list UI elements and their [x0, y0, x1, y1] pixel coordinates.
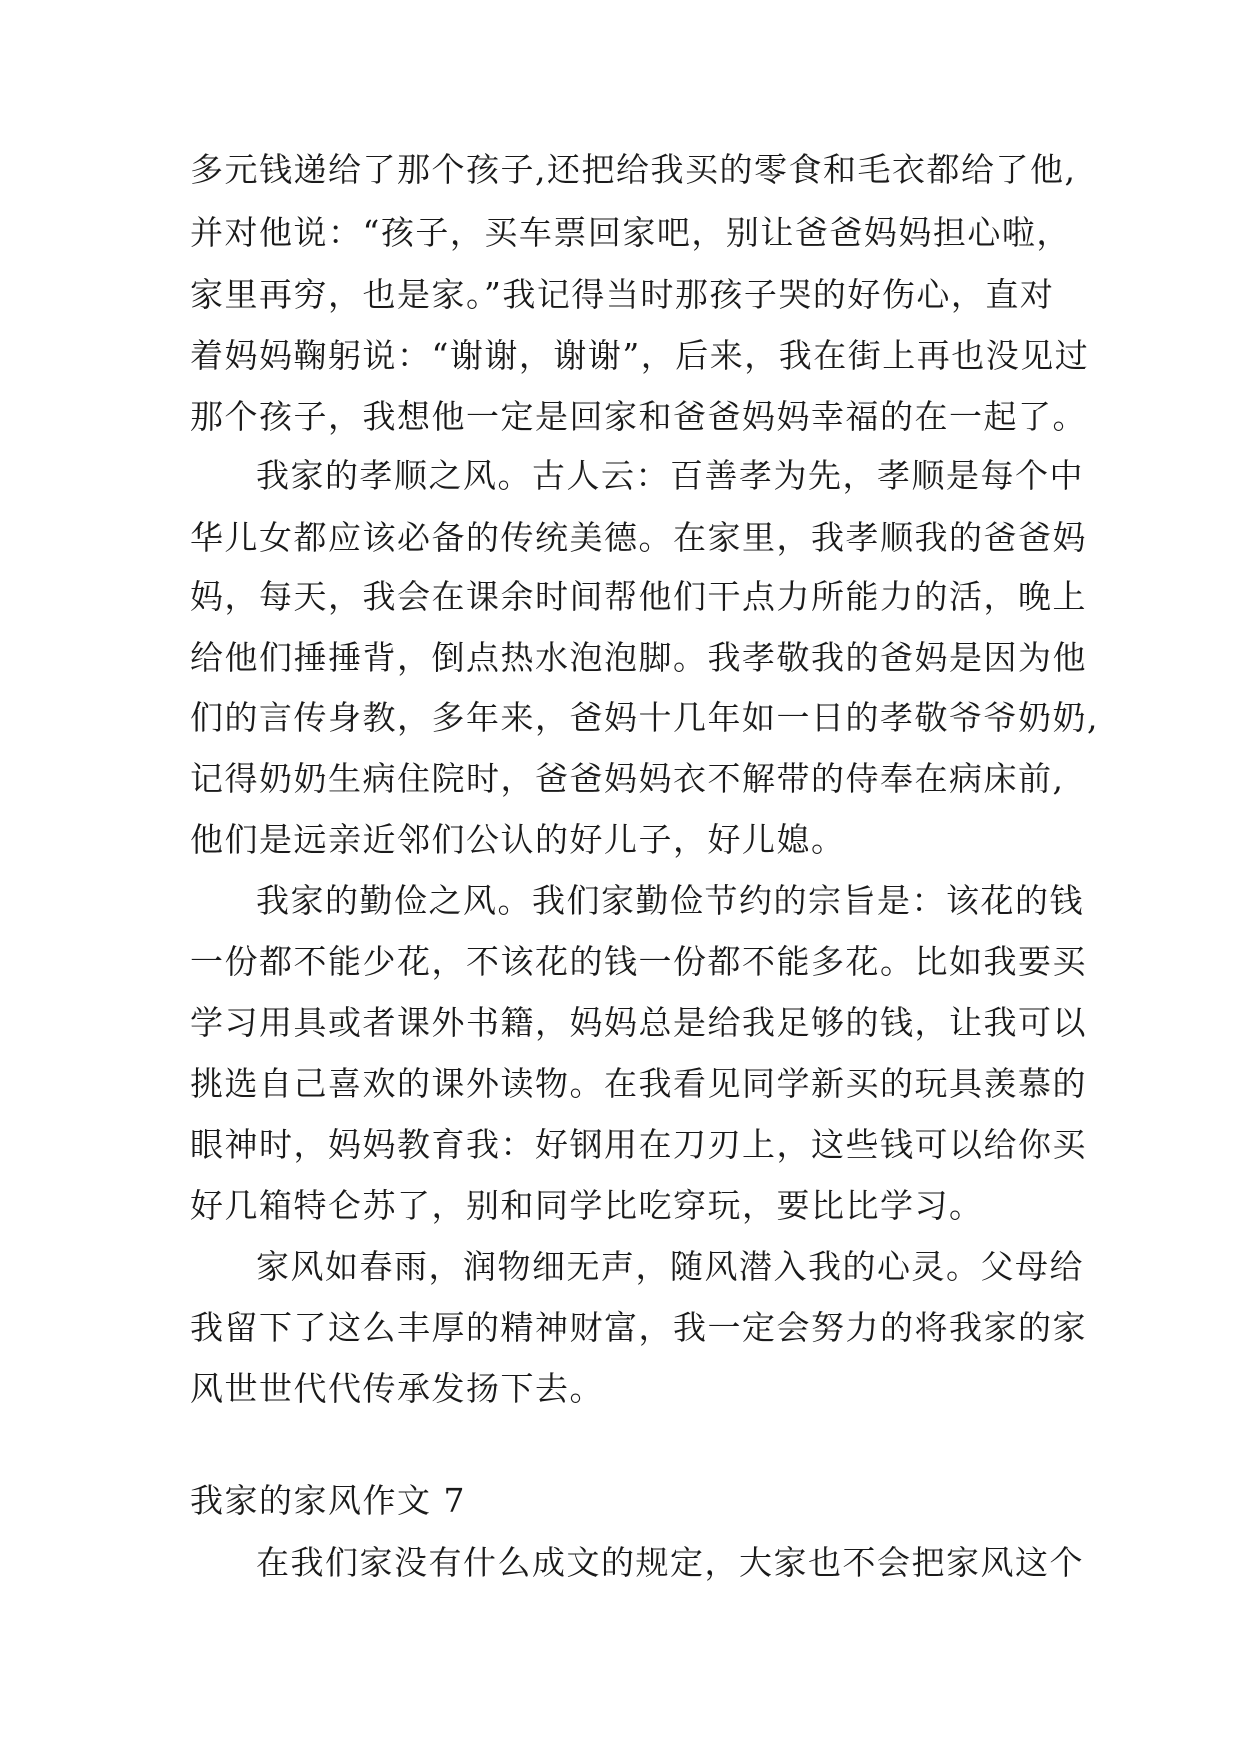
text-line: 风世世代代传承发扬下去。 — [190, 1369, 604, 1408]
text-line: 挑选自己喜欢的课外读物。在我看见同学新买的玩具羡慕的 — [190, 1064, 1087, 1103]
text-line: 们的言传身教，多年来，爸妈十几年如一日的孝敬爷爷奶奶, — [190, 698, 1099, 737]
paragraph-first-line: 我家的勤俭之风。我们家勤俭节约的宗旨是：该花的钱 — [256, 881, 1084, 920]
text-line: 妈，每天，我会在课余时间帮他们干点力所能力的活，晚上 — [190, 577, 1087, 616]
text-line: 着妈妈鞠躬说：“谢谢，谢谢”，后来，我在街上再也没见过 — [190, 336, 1090, 375]
text-line: 多元钱递给了那个孩子,还把给我买的零食和毛衣都给了他, — [190, 150, 1077, 189]
text-line: 我留下了这么丰厚的精神财富，我一定会努力的将我家的家 — [190, 1308, 1087, 1347]
paragraph-first-line: 在我们家没有什么成文的规定，大家也不会把家风这个 — [256, 1543, 1084, 1582]
section-heading: 我家的家风作文 7 — [190, 1481, 466, 1520]
text-line: 学习用具或者课外书籍，妈妈总是给我足够的钱，让我可以 — [190, 1003, 1087, 1042]
text-line: 一份都不能少花，不该花的钱一份都不能多花。比如我要买 — [190, 942, 1087, 981]
text-line: 好几箱特仑苏了，别和同学比吃穿玩，要比比学习。 — [190, 1186, 984, 1225]
text-line: 并对他说：“孩子，买车票回家吧，别让爸爸妈妈担心啦， — [190, 213, 1071, 252]
text-line: 他们是远亲近邻们公认的好儿子，好儿媳。 — [190, 820, 846, 859]
text-line: 记得奶奶生病住院时，爸爸妈妈衣不解带的侍奉在病床前, — [190, 759, 1065, 798]
text-line: 那个孩子，我想他一定是回家和爸爸妈妈幸福的在一起了。 — [190, 397, 1087, 436]
text-line: 眼神时，妈妈教育我：好钢用在刀刃上，这些钱可以给你买 — [190, 1125, 1087, 1164]
paragraph-first-line: 我家的孝顺之风。古人云：百善孝为先，孝顺是每个中 — [256, 456, 1084, 495]
text-line: 家里再穷，也是家。”我记得当时那孩子哭的好伤心，直对 — [190, 275, 1055, 314]
paragraph-first-line: 家风如春雨，润物细无声，随风潜入我的心灵。父母给 — [256, 1247, 1084, 1286]
text-line: 华儿女都应该必备的传统美德。在家里，我孝顺我的爸爸妈 — [190, 518, 1087, 557]
text-line: 给他们捶捶背，倒点热水泡泡脚。我孝敬我的爸妈是因为他 — [190, 638, 1087, 677]
